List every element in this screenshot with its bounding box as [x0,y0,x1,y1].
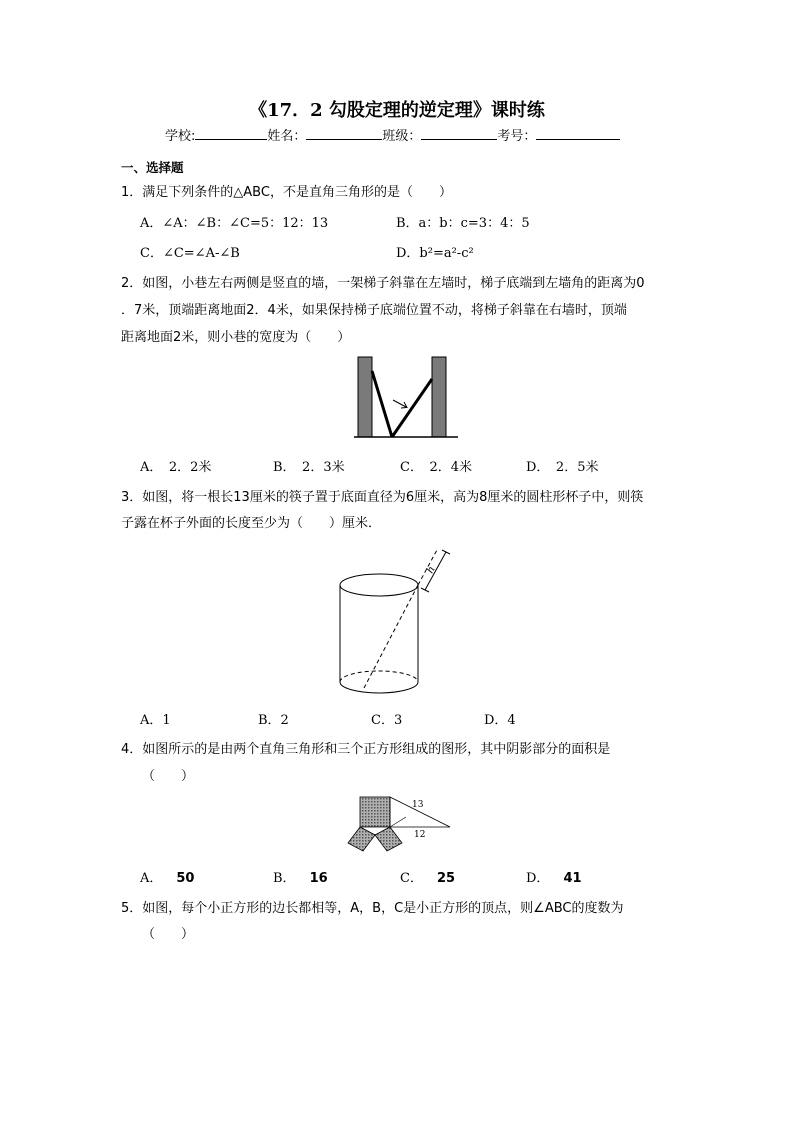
option-letter: A． [140,871,163,886]
cylinder-chopstick-figure [330,538,460,696]
cylinder-top [340,574,418,596]
arrow-shaft [393,400,406,407]
q4-option-d[interactable] [526,867,582,886]
height-label: h [424,564,438,576]
question-text-line: 如图，每个小正方形的边长都相等，A，B，C是小正方形的顶点，则∠ABC的度数为 [142,901,624,916]
q3-option-d[interactable]: D．4 [484,713,516,728]
q3-option-a[interactable]: A．1 [140,713,171,728]
left-wall [358,357,372,437]
q3-option-b[interactable]: B．2 [258,713,289,728]
school-blank[interactable] [195,127,267,140]
school-label: 学校: [165,129,196,144]
option-value: 16 [309,871,328,886]
student-info-line [165,125,620,144]
question-text-line: 如图所示的是由两个直角三角形和三个正方形组成的图形，其中阴影部分的面积是 [142,742,611,757]
right-wall [432,357,446,437]
option-value: 25 [436,871,456,886]
q2-option-c[interactable]: C． 2．4米 [400,460,472,475]
q2-option-d[interactable]: D． 2．5米 [526,460,599,475]
cylinder-bottom-back [340,671,418,682]
name-label: 姓名： [267,129,307,144]
option-letter: D． [526,871,550,886]
dimension-tick [442,550,450,554]
question-number: 1． [121,185,143,200]
ladder-right [392,379,432,437]
inner-line [390,817,406,827]
question-number: 3． [121,490,143,505]
option-letter: C． [400,871,423,886]
q1-option-d[interactable]: D．b²=a²-c² [396,246,474,261]
class-label: 班级： [382,129,422,144]
q1-option-a[interactable]: A．∠A：∠B：∠C=5：12：13 [140,216,329,231]
question-text-line: （ ） [142,769,195,784]
question-number: 4． [121,742,143,757]
question-text-line: （ ） [142,927,195,942]
question-text: 满足下列条件的△ABC，不是直角三角形的是（ ） [142,185,452,200]
q1-option-c[interactable]: C．∠C=∠A-∠B [140,246,240,261]
q4-option-b[interactable] [273,867,328,886]
option-value: 41 [563,871,582,886]
q1-option-b[interactable]: B．a：b：c=3：4：5 [396,216,530,231]
cylinder-bottom-front [340,682,418,693]
question-text-line: ．7米，顶端距离地面2．4米，如果保持梯子底端位置不动，将梯子斜靠在右墙时，顶端 [121,303,627,318]
question-text-line: 如图，小巷左右两侧是竖直的墙，一架梯子斜靠在左墙时，梯子底端到左墙角的距离为0 [142,276,645,291]
q2-option-b[interactable]: B． 2．3米 [273,460,345,475]
q4-option-a[interactable] [140,867,194,886]
name-blank[interactable] [306,127,382,140]
q4-option-c[interactable] [400,867,455,886]
dimension-tick [421,588,429,592]
class-blank[interactable] [421,127,497,140]
page-title: 《17．2 勾股定理的逆定理》课时练 [249,100,545,121]
q2-option-a[interactable]: A． 2．2米 [140,460,212,475]
number-label: 考号： [497,129,537,144]
question-4 [121,737,610,763]
question-text-line: 如图，将一根长13厘米的筷子置于底面直径为6厘米，高为8厘米的圆柱形杯子中，则筷 [142,490,644,505]
option-value: 50 [176,871,195,886]
question-5 [121,896,624,922]
option-letter: B． [273,871,296,886]
question-text-line: 子露在杯子外面的长度至少为（ ）厘米． [121,516,382,531]
ladder-left [372,371,392,437]
ladder-alley-figure [352,355,462,440]
label-12: 12 [414,830,426,840]
number-blank[interactable] [536,127,620,140]
label-13: 13 [412,800,424,810]
question-number: 2． [121,276,143,291]
squares-triangles-figure [344,795,454,857]
question-text-line: 距离地面2米，则小巷的宽度为（ ） [121,330,351,345]
chopstick-inside [364,585,418,688]
question-3 [121,485,643,511]
top-square [360,797,390,827]
question-1 [121,180,452,206]
section-heading: 一、选择题 [121,160,184,175]
question-2 [121,271,645,297]
question-number: 5． [121,901,143,916]
q3-option-c[interactable]: C．3 [371,713,403,728]
